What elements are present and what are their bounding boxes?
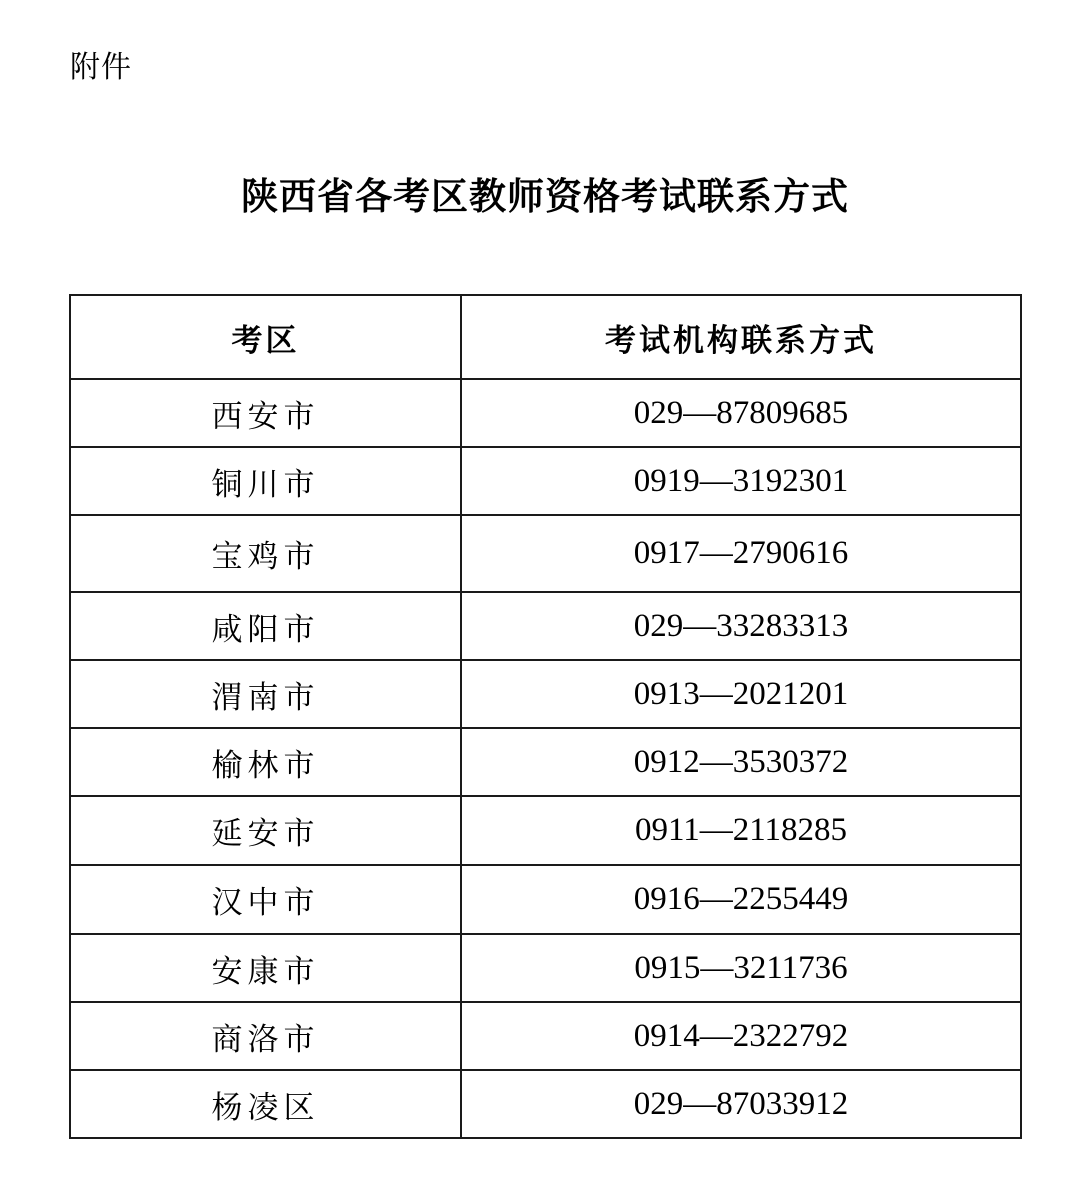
contact-table-header: [70, 295, 1021, 379]
table-row: [70, 934, 1021, 1002]
document-title: 陕西省各考区教师资格考试联系方式: [241, 175, 849, 218]
contact-table-body: [70, 379, 1021, 1138]
column-header-contact: 考试机构联系方式: [461, 295, 1021, 379]
region-cell: 西安市: [70, 379, 461, 447]
phone-cell: 0911—2118285: [461, 796, 1021, 865]
contact-table: [69, 294, 1022, 1139]
table-row: [70, 865, 1021, 934]
region-cell: 铜川市: [70, 447, 461, 515]
table-row: [70, 1070, 1021, 1138]
phone-cell: 0916—2255449: [461, 865, 1021, 934]
table-row: [70, 660, 1021, 728]
phone-cell: 0915—3211736: [461, 934, 1021, 1002]
region-cell: 杨凌区: [70, 1070, 461, 1138]
table-row: [70, 728, 1021, 796]
header-row: [70, 295, 1021, 379]
table-row: [70, 1002, 1021, 1070]
phone-cell: 029—87033912: [461, 1070, 1021, 1138]
phone-cell: 0919—3192301: [461, 447, 1021, 515]
phone-cell: 0917—2790616: [461, 515, 1021, 592]
region-cell: 汉中市: [70, 865, 461, 934]
table-row: [70, 447, 1021, 515]
region-cell: 咸阳市: [70, 592, 461, 660]
region-cell: 渭南市: [70, 660, 461, 728]
region-cell: 商洛市: [70, 1002, 461, 1070]
region-cell: 延安市: [70, 796, 461, 865]
table-row: [70, 592, 1021, 660]
region-cell: 安康市: [70, 934, 461, 1002]
phone-cell: 029—33283313: [461, 592, 1021, 660]
table-row: [70, 515, 1021, 592]
phone-cell: 0914—2322792: [461, 1002, 1021, 1070]
region-cell: 榆林市: [70, 728, 461, 796]
phone-cell: 0912—3530372: [461, 728, 1021, 796]
attachment-label: 附件: [70, 50, 132, 85]
phone-cell: 029—87809685: [461, 379, 1021, 447]
column-header-region: 考区: [70, 295, 461, 379]
table-row: [70, 379, 1021, 447]
phone-cell: 0913—2021201: [461, 660, 1021, 728]
table-row: [70, 796, 1021, 865]
region-cell: 宝鸡市: [70, 515, 461, 592]
